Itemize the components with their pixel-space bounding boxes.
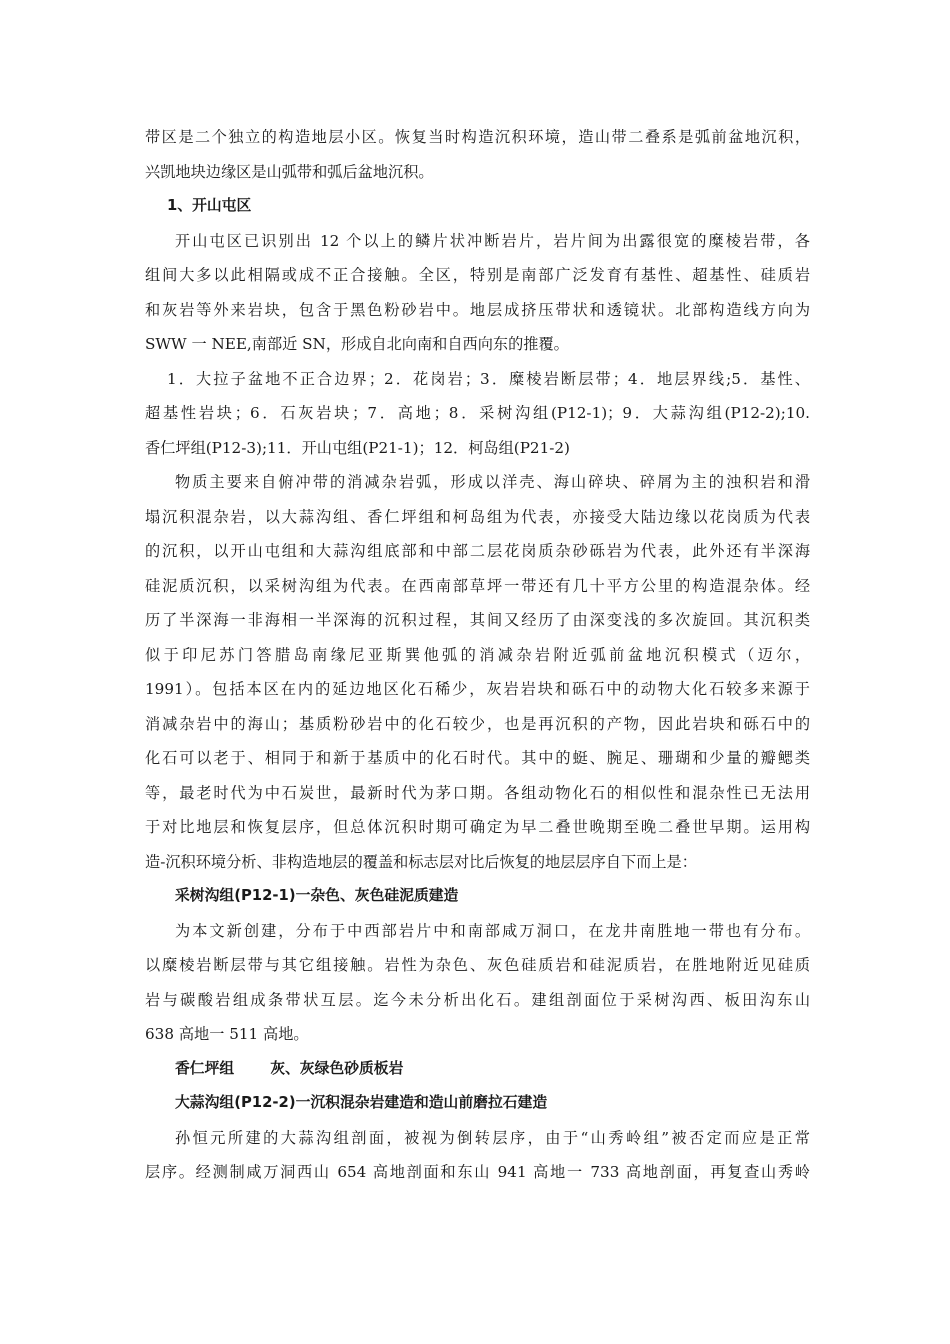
document-page <box>145 120 810 1190</box>
section-heading: 1、开山屯区 <box>167 197 252 214</box>
subheading-xiangrenping <box>145 1052 810 1087</box>
paragraph-line: 物质主要来自俯冲带的消减杂岩弧，形成以洋壳、海山碎块、碎屑为主的浊积岩和滑 <box>175 473 810 491</box>
paragraph-line: 和灰岩等外来岩块，包含于黑色粉砂岩中。地层成挤压带状和透镜状。北部构造线方向为 <box>145 300 810 319</box>
legend-line: 超基性岩块；6．石灰岩块；7．高地；8．采树沟组(P12-1)；9．大蒜沟组(P12-2);10. <box>145 404 810 422</box>
paragraph-line: 硅泥质沉积，以采树沟组为代表。在西南部草坪一带还有几十平方公里的构造混杂体。经 <box>145 576 810 595</box>
formation-description: 灰、灰绿色砂质板岩 <box>270 1059 404 1077</box>
paragraph-line: 历了半深海一非海相一半深海的沉积过程，其间又经历了由深变浅的多次旋回。其沉积类 <box>145 611 810 629</box>
paragraph-line: 于对比地层和恢复层序，但总体沉积时期可确定为早二叠世晚期至晚二叠世早期。运用构 <box>145 818 810 836</box>
formation-name: 香仁坪组 <box>175 1059 235 1077</box>
legend-line: 香仁坪组(P12-3);11．开山屯组(P21-1)；12．柯岛组(P21-2) <box>145 438 570 457</box>
paragraph-line: 以糜棱岩断层带与其它组接触。岩性为杂色、灰色硅质岩和硅泥质岩，在胜地附近见硅质 <box>145 956 810 974</box>
paragraph-line: 组间大多以此相隔或成不正合接触。全区，特别是南部广泛发育有基性、超基性、硅质岩 <box>145 266 810 284</box>
paragraph-line: 的沉积，以开山屯组和大蒜沟组底部和中部二层花岗质杂砂砾岩为代表，此外还有半深海 <box>145 542 810 560</box>
legend-line: 1．大拉子盆地不正合边界；2．花岗岩；3．糜棱岩断层带；4．地层界线;5．基性、 <box>167 369 810 388</box>
subheading-caishugou: 采树沟组(P12-1)一杂色、灰色硅泥质建造 <box>175 887 459 904</box>
subheading-dasuangou: 大蒜沟组(P12-2)一沉积混杂岩建造和造山前磨拉石建造 <box>175 1094 548 1111</box>
paragraph-line: 塌沉积混杂岩，以大蒜沟组、香仁坪组和柯岛组为代表，亦接受大陆边缘以花岗质为代表 <box>145 507 810 526</box>
paragraph-line: SWW 一 NEE,南部近 SN，形成自北向南和自西向东的推覆。 <box>145 335 569 353</box>
paragraph-line: 岩与碳酸岩组成条带状互层。迄今未分析出化石。建组剖面位于采树沟西、板田沟东山 <box>145 990 810 1009</box>
intro-line: 兴凯地块边缘区是山弧带和弧后盆地沉积。 <box>145 162 434 181</box>
paragraph-line: 1991）。包括本区在内的延边地区化石稀少，灰岩岩块和砾石中的动物大化石较多来源于 <box>145 680 810 698</box>
paragraph-line: 层序。经测制咸万洞西山 654 高地剖面和东山 941 高地一 733 高地剖面，再复查山秀岭 <box>145 1163 810 1181</box>
paragraph-line: 638 高地一 511 高地。 <box>145 1025 309 1043</box>
paragraph-line: 造-沉积环境分析、非构造地层的覆盖和标志层对比后恢复的地层层序自下而上是： <box>145 852 697 871</box>
paragraph-line: 等，最老时代为中石炭世，最新时代为茅口期。各组动物化石的相似性和混杂性已无法用 <box>145 783 810 802</box>
paragraph-line: 似于印尼苏门答腊岛南缘尼亚斯巽他弧的消减杂岩附近弧前盆地沉积模式（迈尔， <box>145 645 810 664</box>
paragraph-line: 孙恒元所建的大蒜沟组剖面，被视为倒转层序，由于“山秀岭组”被否定而应是正常 <box>175 1128 810 1147</box>
paragraph-line: 为本文新创建，分布于中西部岩片中和南部咸万洞口，在龙井南胜地一带也有分布。 <box>175 921 810 940</box>
paragraph-line: 化石可以老于、相同于和新于基质中的化石时代。其中的蜓、腕足、珊瑚和少量的瓣鳃类 <box>145 749 810 767</box>
paragraph-line: 消减杂岩中的海山；基质粉砂岩中的化石较少，也是再沉积的产物，因此岩块和砾石中的 <box>145 714 810 733</box>
intro-line: 带区是二个独立的构造地层小区。恢复当时构造沉积环境，造山带二叠系是弧前盆地沉积， <box>145 128 810 146</box>
paragraph-line: 开山屯区已识别出 12 个以上的鳞片状冲断岩片，岩片间为出露很宽的糜棱岩带，各 <box>175 231 810 250</box>
